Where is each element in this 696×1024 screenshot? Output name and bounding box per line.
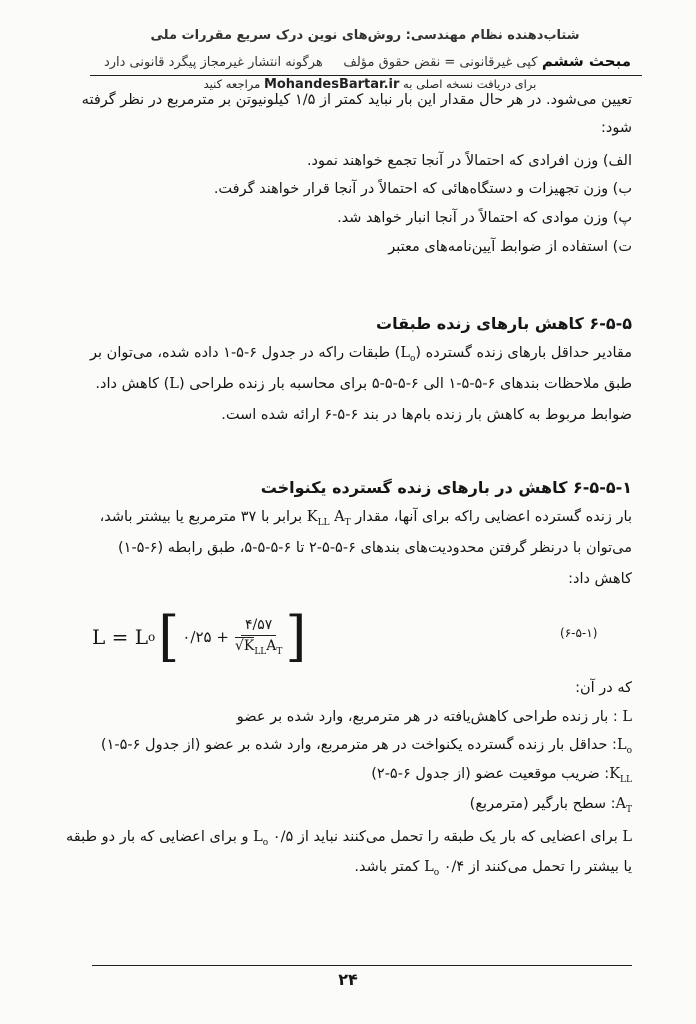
list-item: الف) وزن افرادی که احتمالاً در آنجا تجمع خواهند نمود. [306, 153, 632, 169]
paragraph-line: بار زنده گسترده اعضایی راکه برای آنها، مقدار $K_{LL}$ $A_T$ برابر با ۳۷ مترمربع یا بیشتر باشد، [99, 509, 632, 528]
watermark-suffix: مراجعه کنید [203, 77, 261, 91]
paragraph-line: می‌توان با درنظر گرفتن محدودیت‌های بندهای ۶-۵-۵-۲ تا ۶-۵-۵-۵، طبق رابطه (۶-۵-۱) [117, 540, 632, 556]
list-item: ب) وزن تجهیزات و دستگاه‌هائی که احتمالاً در آنجا قرار خواهند گرفت. [213, 181, 632, 197]
watermark-prefix: برای دریافت نسخه اصلی به [403, 77, 537, 91]
section-heading: ۶-۵-۵ کاهش بارهای زنده طبقات [376, 314, 632, 333]
equation-label: (۶-۵-۱) [560, 626, 598, 640]
intro-line: شود: [601, 120, 632, 136]
footer-rule [92, 965, 632, 966]
definition-item: L : بار زنده طراحی کاهش‌یافته در هر مترمربع، وارد شده بر عضو [236, 709, 632, 725]
header-copyright [95, 52, 640, 70]
definition-item: $A_T$: سطح بارگیر (مترمربع) [469, 796, 632, 815]
paragraph-line: طبق ملاحظات بندهای ۶-۵-۵-۱ الی ۶-۵-۵-۵ برای محاسبه بار زنده طراحی (L) کاهش داد. [95, 376, 632, 392]
where-label: که در آن: [575, 680, 632, 696]
paragraph-line: L برای اعضایی که بار یک طبقه را تحمل می‌کنند نباید از ۰/۵ $L_o$ و برای اعضایی که بار دو طبقه [66, 829, 632, 848]
definition-item: $K_{LL}$: ضریب موقعیت عضو (از جدول ۶-۵-۲) [371, 766, 632, 785]
subsection-heading: ۶-۵-۵-۱ کاهش در بارهای زنده گسترده یکنواخت [260, 478, 632, 497]
copyright-notice: کپی غیرقانونی = نقض حقوق مؤلف هرگونه انتشار غیرمجاز پیگرد قانونی دارد [103, 55, 538, 70]
paragraph-line: کاهش داد: [568, 571, 632, 587]
definition-item: $L_o$: حداقل بار زنده گسترده یکنواخت در هر مترمربع، وارد شده بر عضو (از جدول ۶-۵-۱) [100, 737, 632, 756]
header-rule [90, 75, 642, 76]
paragraph-line: مقادیر حداقل بارهای زنده گسترده $(L_o)$ طبقات راکه در جدول ۶-۵-۱ داده شده، می‌توان بر [90, 345, 632, 364]
watermark-link[interactable]: MohandesBartar.ir [263, 77, 400, 92]
watermark [180, 77, 560, 92]
intro-line: تعیین می‌شود. در هر حال مقدار این بار نباید کمتر از ۱/۵ کیلونیوتن بر مترمربع در نظر گرفته [81, 92, 632, 108]
chapter-title: مبحث ششم [541, 52, 632, 70]
equation: L = L o [ ۰/۲۵ + $\frac{۴/۵۷}{√K_{LL}A_T}$ ] [92, 605, 307, 668]
page-number: ۲۴ [338, 970, 358, 989]
paragraph-line: یا بیشتر را تحمل می‌کنند از ۰/۴ $L_o$ کمتر باشد. [354, 859, 632, 878]
list-item: ت) استفاده از ضوابط آیین‌نامه‌های معتبر [388, 239, 632, 255]
paragraph-line: ضوابط مربوط به کاهش بار زنده بام‌ها در بند ۶-۵-۶ ارائه شده است. [221, 407, 632, 423]
list-item: پ) وزن موادی که احتمالاً در آنجا انبار خواهد شد. [337, 210, 632, 226]
header-title: شتاب‌دهنده نظام مهندسی: روش‌های نوین درک سریع مقررات ملی [150, 28, 580, 43]
